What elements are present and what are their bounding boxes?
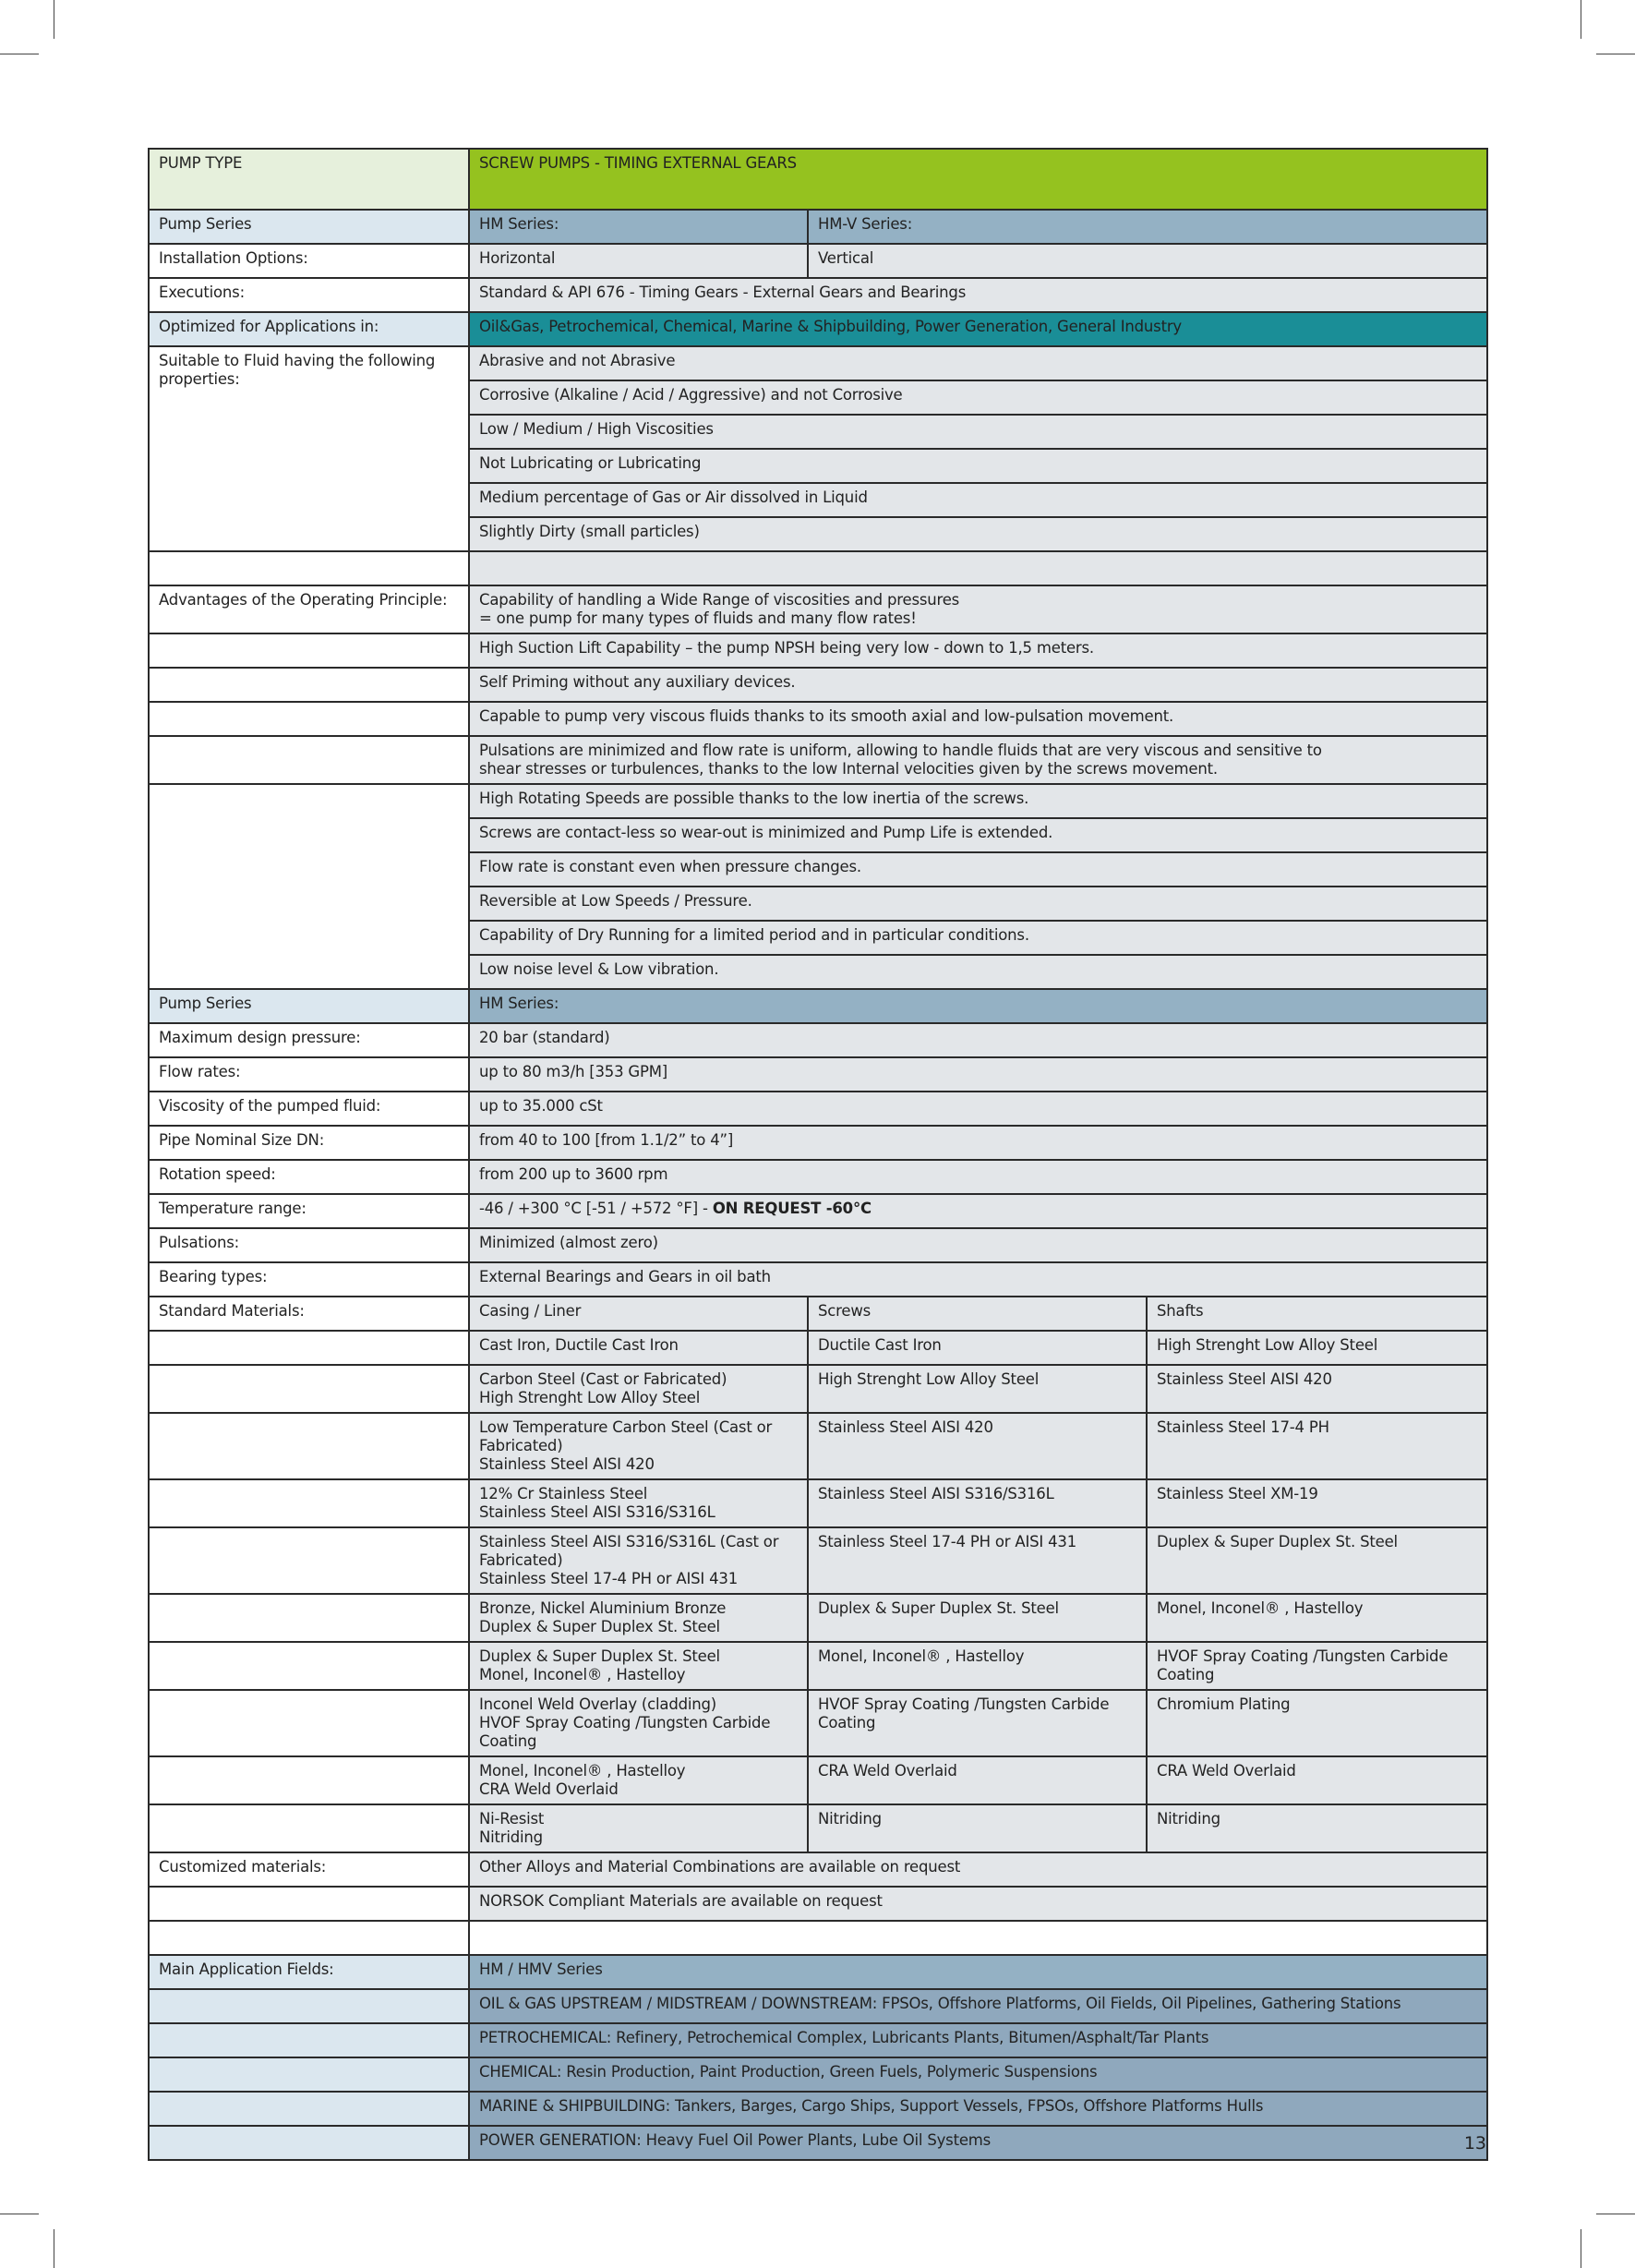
- empty-label: [149, 1989, 469, 2023]
- empty-label: [149, 1594, 469, 1642]
- material-line: CRA Weld Overlaid: [1157, 1762, 1296, 1779]
- spec-label: Rotation speed:: [149, 1160, 469, 1194]
- materials-row: [149, 1331, 1487, 1365]
- material-line: Coating: [479, 1732, 537, 1750]
- material-screws-cell: [808, 1331, 1147, 1365]
- applications-header: HM / HMV Series: [469, 1955, 1487, 1989]
- material-casing-cell: [469, 1690, 808, 1756]
- materials-row: [149, 1690, 1487, 1756]
- page-number: 13: [1463, 2133, 1486, 2153]
- material-line: Stainless Steel 17-4 PH or AISI 431: [479, 1570, 738, 1587]
- material-line: Coating: [1157, 1666, 1215, 1683]
- materials-row: [149, 1594, 1487, 1642]
- table-row: [149, 1989, 1487, 2023]
- material-screws-cell: [808, 1479, 1147, 1527]
- materials-header-casing: Casing / Liner: [469, 1297, 808, 1331]
- material-shafts-cell: [1147, 1756, 1487, 1804]
- table-row: [149, 312, 1487, 346]
- empty-label: [149, 1887, 469, 1921]
- suitable-label: [149, 346, 469, 551]
- material-screws-cell: [808, 1804, 1147, 1852]
- material-line: Nitriding: [818, 1810, 882, 1828]
- suitable-item: Medium percentage of Gas or Air dissolved in Liquid: [469, 483, 1487, 517]
- empty-label: [149, 551, 469, 585]
- advantage-item: [469, 736, 1487, 784]
- table-row: [149, 2023, 1487, 2057]
- customized-item: Other Alloys and Material Combinations are available on request: [469, 1852, 1487, 1887]
- temperature-on-request: ON REQUEST -60°C: [712, 1200, 872, 1217]
- material-shafts-cell: [1147, 1804, 1487, 1852]
- material-line: HVOF Spray Coating /Tungsten Carbide: [1157, 1647, 1449, 1665]
- application-item: PETROCHEMICAL: Refinery, Petrochemical Complex, Lubricants Plants, Bitumen/Asphalt/Tar Plants: [469, 2023, 1487, 2057]
- table-row: [149, 1297, 1487, 1331]
- table-row: [149, 1023, 1487, 1057]
- hm-series-header: HM Series:: [469, 210, 808, 244]
- spec-value: 20 bar (standard): [469, 1023, 1487, 1057]
- temperature-value: [469, 1194, 1487, 1228]
- pump-type-value: SCREW PUMPS - TIMING EXTERNAL GEARS: [469, 149, 1487, 210]
- applications-label: Main Application Fields:: [149, 1955, 469, 1989]
- table-row: [149, 736, 1487, 784]
- suitable-item: Abrasive and not Abrasive: [469, 346, 1487, 380]
- advantage-line: shear stresses or turbulences, thanks to the low Internal velocities given by the screws movement.: [479, 760, 1218, 778]
- material-line: High Strenght Low Alloy Steel: [479, 1389, 701, 1406]
- empty-value: [469, 1921, 1487, 1955]
- materials-row: [149, 1479, 1487, 1527]
- material-screws-cell: [808, 1756, 1147, 1804]
- table-row: [149, 784, 1487, 818]
- material-line: High Strenght Low Alloy Steel: [1157, 1336, 1378, 1354]
- empty-label: [149, 1804, 469, 1852]
- material-casing-cell: [469, 1756, 808, 1804]
- table-row: [149, 278, 1487, 312]
- advantage-item: Capable to pump very viscous fluids thanks to its smooth axial and low-pulsation movement.: [469, 702, 1487, 736]
- material-line: CRA Weld Overlaid: [818, 1762, 957, 1779]
- empty-value: [469, 551, 1487, 585]
- customized-label: Customized materials:: [149, 1852, 469, 1887]
- empty-label: [149, 1642, 469, 1690]
- advantage-item: [469, 585, 1487, 633]
- material-line: Stainless Steel AISI S316/S316L: [818, 1485, 1054, 1502]
- table-row: [149, 668, 1487, 702]
- spec-value: from 40 to 100 [from 1.1/2” to 4”]: [469, 1126, 1487, 1160]
- materials-row: [149, 1527, 1487, 1594]
- material-casing-cell: [469, 1413, 808, 1479]
- pump-series-label: Pump Series: [149, 210, 469, 244]
- material-casing-cell: [469, 1804, 808, 1852]
- temperature-label: Temperature range:: [149, 1194, 469, 1228]
- advantage-line: Capability of handling a Wide Range of viscosities and pressures: [479, 591, 960, 609]
- advantage-item: High Suction Lift Capability – the pump NPSH being very low - down to 1,5 meters.: [469, 633, 1487, 668]
- advantage-item: High Rotating Speeds are possible thanks to the low inertia of the screws.: [469, 784, 1487, 818]
- material-shafts-cell: [1147, 1413, 1487, 1479]
- material-casing-cell: [469, 1642, 808, 1690]
- material-screws-cell: [808, 1642, 1147, 1690]
- empty-label: [149, 702, 469, 736]
- advantage-item: Capability of Dry Running for a limited period and in particular conditions.: [469, 921, 1487, 955]
- material-screws-cell: [808, 1365, 1147, 1413]
- material-line: Inconel Weld Overlay (cladding): [479, 1695, 717, 1713]
- empty-label: [149, 1527, 469, 1594]
- material-shafts-cell: [1147, 1527, 1487, 1594]
- material-line: Stainless Steel AISI 420: [479, 1455, 655, 1473]
- hmv-series-header: HM-V Series:: [808, 210, 1487, 244]
- table-row: [149, 1092, 1487, 1126]
- spec-label: Pulsations:: [149, 1228, 469, 1262]
- material-screws-cell: [808, 1413, 1147, 1479]
- material-shafts-cell: [1147, 1479, 1487, 1527]
- table-row: [149, 1887, 1487, 1921]
- table-row: [149, 989, 1487, 1023]
- material-line: Duplex & Super Duplex St. Steel: [479, 1647, 720, 1665]
- material-screws-cell: [808, 1690, 1147, 1756]
- suitable-label-line: Suitable to Fluid having the following: [159, 352, 436, 369]
- table-row: [149, 1126, 1487, 1160]
- material-line: Duplex & Super Duplex St. Steel: [1157, 1533, 1398, 1550]
- material-line: Monel, Inconel® , Hastelloy: [1157, 1599, 1364, 1617]
- table-row: [149, 585, 1487, 633]
- material-shafts-cell: [1147, 1690, 1487, 1756]
- empty-label: [149, 1331, 469, 1365]
- table-row: [149, 244, 1487, 278]
- material-casing-cell: [469, 1527, 808, 1594]
- material-casing-cell: [469, 1594, 808, 1642]
- material-line: Cast Iron, Ductile Cast Iron: [479, 1336, 679, 1354]
- material-line: Low Temperature Carbon Steel (Cast or: [479, 1418, 773, 1436]
- materials-row: [149, 1365, 1487, 1413]
- material-line: Monel, Inconel® , Hastelloy: [479, 1762, 686, 1779]
- table-row: [149, 149, 1487, 210]
- optimized-value: Oil&Gas, Petrochemical, Chemical, Marine & Shipbuilding, Power Generation, General Industry: [469, 312, 1487, 346]
- table-row: [149, 1228, 1487, 1262]
- material-line: High Strenght Low Alloy Steel: [818, 1370, 1040, 1388]
- advantage-item: Screws are contact-less so wear-out is minimized and Pump Life is extended.: [469, 818, 1487, 852]
- optimized-label: Optimized for Applications in:: [149, 312, 469, 346]
- spec-label: Viscosity of the pumped fluid:: [149, 1092, 469, 1126]
- pump-type-label: PUMP TYPE: [149, 149, 469, 210]
- material-line: Monel, Inconel® , Hastelloy: [818, 1647, 1025, 1665]
- empty-label: [149, 2092, 469, 2126]
- suitable-item: Low / Medium / High Viscosities: [469, 415, 1487, 449]
- spec-value: External Bearings and Gears in oil bath: [469, 1262, 1487, 1297]
- suitable-item: Corrosive (Alkaline / Acid / Aggressive) and not Corrosive: [469, 380, 1487, 415]
- empty-label: [149, 2126, 469, 2160]
- executions-value: Standard & API 676 - Timing Gears - External Gears and Bearings: [469, 278, 1487, 312]
- spec-value: from 200 up to 3600 rpm: [469, 1160, 1487, 1194]
- empty-label: [149, 1690, 469, 1756]
- application-item: MARINE & SHIPBUILDING: Tankers, Barges, Cargo Ships, Support Vessels, FPSOs, Offshore Platforms Hulls: [469, 2092, 1487, 2126]
- material-line: Fabricated): [479, 1551, 563, 1569]
- spec-value: up to 35.000 cSt: [469, 1092, 1487, 1126]
- application-item: OIL & GAS UPSTREAM / MIDSTREAM / DOWNSTREAM: FPSOs, Offshore Platforms, Oil Fields, Oil Pipelines, Gathering Stations: [469, 1989, 1487, 2023]
- advantage-item: Reversible at Low Speeds / Pressure.: [469, 887, 1487, 921]
- material-line: Coating: [818, 1714, 876, 1731]
- executions-label: Executions:: [149, 278, 469, 312]
- temperature-range: -46 / +300 °C [-51 / +572 °F] -: [479, 1200, 713, 1217]
- spec-label: Flow rates:: [149, 1057, 469, 1092]
- material-line: Stainless Steel AISI 420: [818, 1418, 993, 1436]
- advantage-item: Self Priming without any auxiliary devices.: [469, 668, 1487, 702]
- spec-value: up to 80 m3/h [353 GPM]: [469, 1057, 1487, 1092]
- installation-hm: Horizontal: [469, 244, 808, 278]
- material-shafts-cell: [1147, 1331, 1487, 1365]
- table-row: [149, 346, 1487, 380]
- material-line: Nitriding: [1157, 1810, 1220, 1828]
- advantage-item: Low noise level & Low vibration.: [469, 955, 1487, 989]
- material-line: HVOF Spray Coating /Tungsten Carbide: [818, 1695, 1110, 1713]
- hm-series-header: HM Series:: [469, 989, 1487, 1023]
- material-casing-cell: [469, 1331, 808, 1365]
- material-line: Ni-Resist: [479, 1810, 545, 1828]
- table-row: [149, 1262, 1487, 1297]
- pump-spec-table: [148, 148, 1488, 2161]
- empty-label: [149, 784, 469, 989]
- installation-label: Installation Options:: [149, 244, 469, 278]
- table-row: [149, 2126, 1487, 2160]
- table-row: [149, 1921, 1487, 1955]
- materials-row: [149, 1804, 1487, 1852]
- table-row: [149, 551, 1487, 585]
- material-line: Stainless Steel XM-19: [1157, 1485, 1318, 1502]
- spec-value: Minimized (almost zero): [469, 1228, 1487, 1262]
- material-shafts-cell: [1147, 1642, 1487, 1690]
- table-row: [149, 2057, 1487, 2092]
- material-line: Stainless Steel 17-4 PH: [1157, 1418, 1329, 1436]
- advantage-line: = one pump for many types of fluids and many flow rates!: [479, 609, 917, 627]
- advantage-line: Pulsations are minimized and flow rate is uniform, allowing to handle fluids that are very viscous and sensitive to: [479, 742, 1322, 759]
- advantage-item: Flow rate is constant even when pressure changes.: [469, 852, 1487, 887]
- material-line: Duplex & Super Duplex St. Steel: [479, 1618, 720, 1635]
- empty-label: [149, 1413, 469, 1479]
- empty-label: [149, 1479, 469, 1527]
- material-casing-cell: [469, 1479, 808, 1527]
- material-line: Stainless Steel AISI S316/S316L: [479, 1503, 715, 1521]
- empty-label: [149, 736, 469, 784]
- customized-item: NORSOK Compliant Materials are available on request: [469, 1887, 1487, 1921]
- material-screws-cell: [808, 1527, 1147, 1594]
- suitable-label-line: properties:: [159, 370, 240, 388]
- empty-label: [149, 2057, 469, 2092]
- materials-row: [149, 1413, 1487, 1479]
- material-line: Stainless Steel AISI 420: [1157, 1370, 1332, 1388]
- materials-label: Standard Materials:: [149, 1297, 469, 1331]
- application-item: POWER GENERATION: Heavy Fuel Oil Power Plants, Lube Oil Systems: [469, 2126, 1487, 2160]
- material-line: Fabricated): [479, 1437, 563, 1454]
- material-line: Ductile Cast Iron: [818, 1336, 942, 1354]
- suitable-item: Slightly Dirty (small particles): [469, 517, 1487, 551]
- material-line: Duplex & Super Duplex St. Steel: [818, 1599, 1059, 1617]
- material-line: HVOF Spray Coating /Tungsten Carbide: [479, 1714, 771, 1731]
- material-screws-cell: [808, 1594, 1147, 1642]
- spec-label: Maximum design pressure:: [149, 1023, 469, 1057]
- material-line: 12% Cr Stainless Steel: [479, 1485, 648, 1502]
- materials-row: [149, 1756, 1487, 1804]
- material-line: Monel, Inconel® , Hastelloy: [479, 1666, 686, 1683]
- table-row: [149, 210, 1487, 244]
- material-line: CRA Weld Overlaid: [479, 1780, 619, 1798]
- material-line: Bronze, Nickel Aluminium Bronze: [479, 1599, 727, 1617]
- materials-header-screws: Screws: [808, 1297, 1147, 1331]
- empty-label: [149, 1756, 469, 1804]
- suitable-item: Not Lubricating or Lubricating: [469, 449, 1487, 483]
- application-item: CHEMICAL: Resin Production, Paint Production, Green Fuels, Polymeric Suspensions: [469, 2057, 1487, 2092]
- material-line: Chromium Plating: [1157, 1695, 1291, 1713]
- table-row: [149, 2092, 1487, 2126]
- table-row: [149, 702, 1487, 736]
- advantages-label: Advantages of the Operating Principle:: [149, 585, 469, 633]
- empty-label: [149, 668, 469, 702]
- empty-label: [149, 1365, 469, 1413]
- material-line: Stainless Steel AISI S316/S316L (Cast or: [479, 1533, 779, 1550]
- material-shafts-cell: [1147, 1365, 1487, 1413]
- spec-label: Bearing types:: [149, 1262, 469, 1297]
- material-shafts-cell: [1147, 1594, 1487, 1642]
- empty-label: [149, 2023, 469, 2057]
- table-row: [149, 1852, 1487, 1887]
- material-casing-cell: [469, 1365, 808, 1413]
- empty-label: [149, 633, 469, 668]
- empty-label: [149, 1921, 469, 1955]
- table-row: [149, 1057, 1487, 1092]
- material-line: Carbon Steel (Cast or Fabricated): [479, 1370, 727, 1388]
- material-line: Stainless Steel 17-4 PH or AISI 431: [818, 1533, 1076, 1550]
- material-line: Nitriding: [479, 1828, 543, 1846]
- materials-header-shafts: Shafts: [1147, 1297, 1487, 1331]
- table-row: [149, 1194, 1487, 1228]
- table-row: [149, 633, 1487, 668]
- materials-row: [149, 1642, 1487, 1690]
- spec-label: Pipe Nominal Size DN:: [149, 1126, 469, 1160]
- pump-series-label: Pump Series: [149, 989, 469, 1023]
- table-row: [149, 1160, 1487, 1194]
- installation-hmv: Vertical: [808, 244, 1487, 278]
- table-row: [149, 1955, 1487, 1989]
